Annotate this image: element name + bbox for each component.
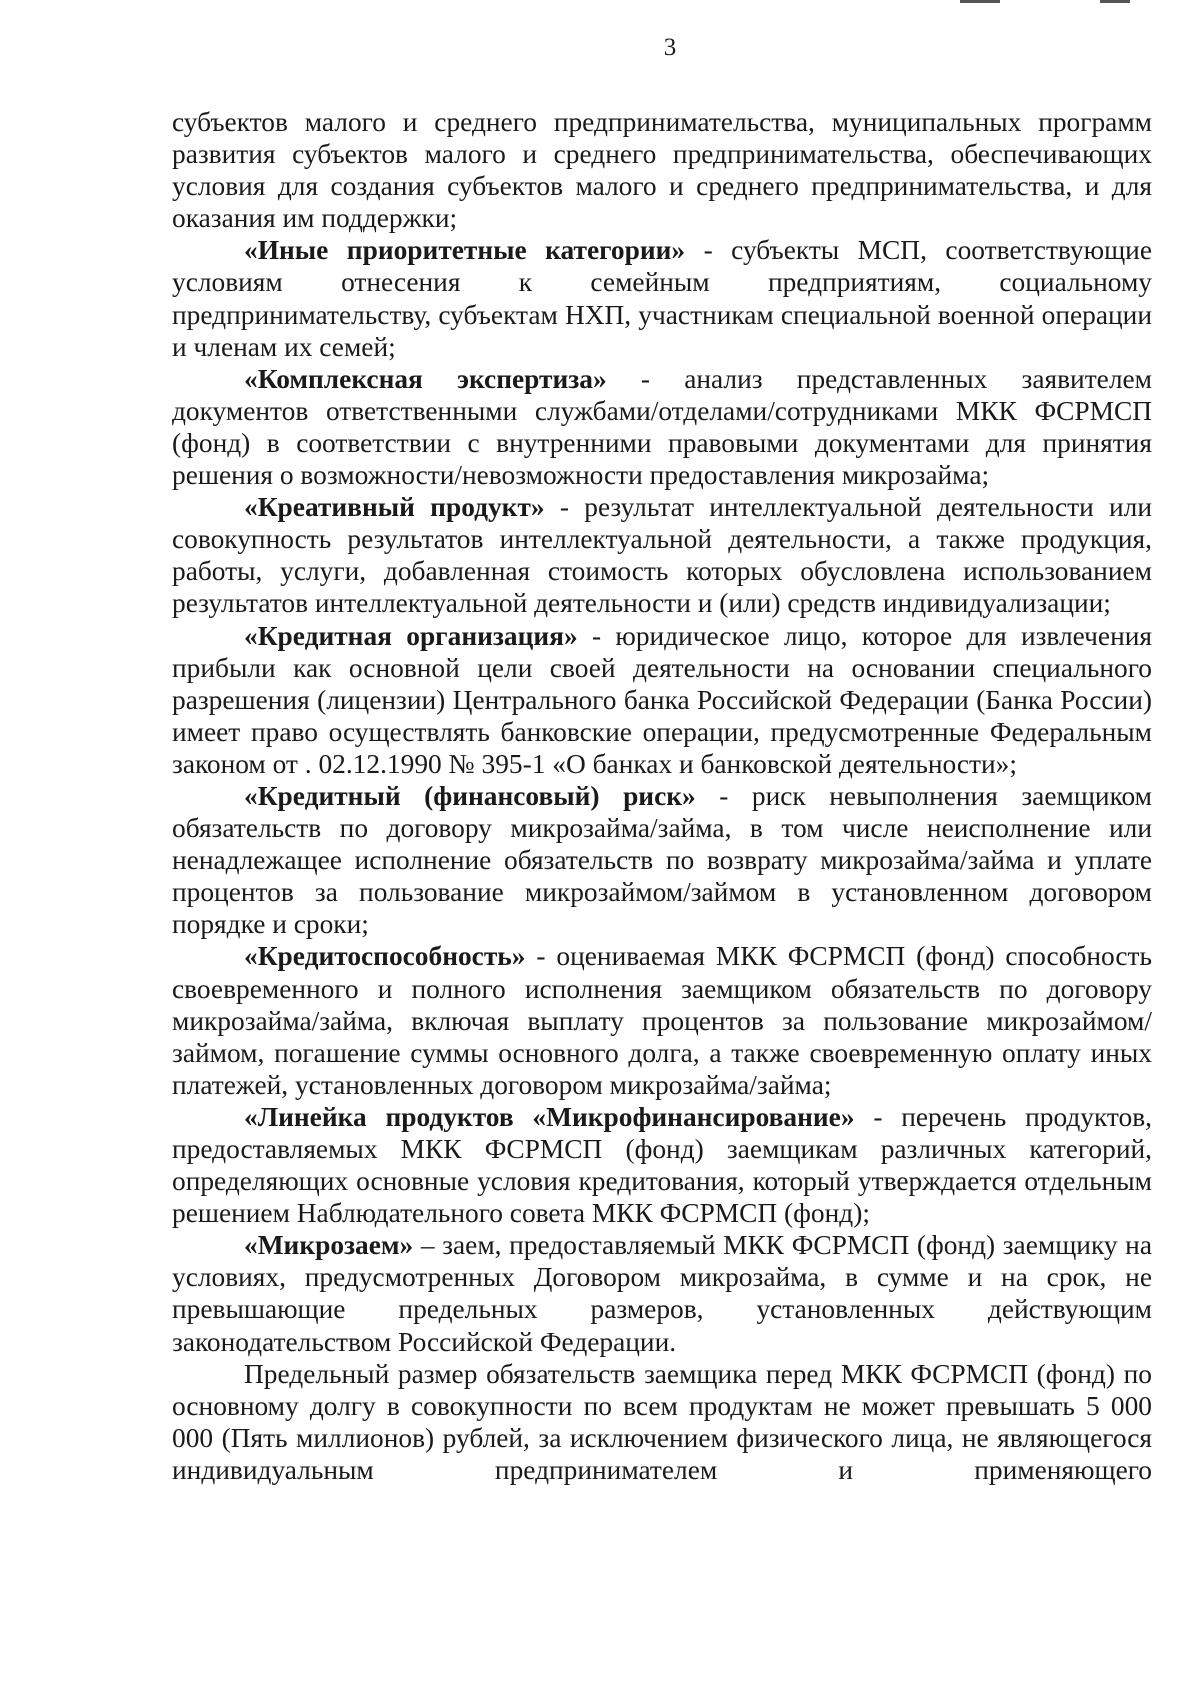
definition-paragraph: [172, 234, 1152, 362]
definition-term: «Кредитоспособность»: [244, 941, 526, 972]
document-body: [172, 106, 1152, 1486]
definition-text: - юридическое лицо, которое для извлечения прибыли как основной цели своей деятельности на основании специального разрешения (лицензии) Центрального банка Российской Федерации (Банка России) имеет право осуществлять банковские операции, предусмотренные Федеральным законом от . 02.12.1990 № 395-1 «О банках и банковской деятельности»;: [172, 620, 1152, 779]
definition-term: «Линейка продуктов «Микрофинансирование»: [244, 1101, 855, 1132]
definition-text: - анализ представленных заявителем документов ответственными службами/отделами/сотрудниками МКК ФСРМСП (фонд) в соответствии с внутренними правовыми документами для принятия решения о возможности/невозможности предоставления микрозайма;: [172, 363, 1152, 491]
definition-text: - результат интеллектуальной деятельности или совокупность результатов интеллектуальной деятельности, а также продукция, работы, услуги, добавленная стоимость которых обусловлена использованием результатов интеллектуальной деятельности и (или) средств индивидуализации;: [172, 492, 1152, 619]
definition-term: «Кредитная организация»: [244, 620, 578, 651]
definition-text: - риск невыполнения заемщиком обязательств по договору микрозайма/займа, в том числе неисполнение или ненадлежащее исполнение обязательств по возврату микрозайма/займа и уплате процентов за пользование микрозаймом/займом в установленном договором порядке и сроки;: [172, 780, 1152, 940]
definition-term: «Микрозаем»: [244, 1230, 414, 1261]
definition-paragraph: [172, 780, 1152, 940]
page-number: 3: [663, 34, 677, 61]
scan-mark-right: [1100, 0, 1130, 3]
definition-term: «Креативный продукт»: [244, 492, 545, 523]
definition-text: - перечень продуктов, предоставляемых МКК ФСРМСП (фонд) заемщикам различных категорий, определяющих основные условия кредитования, который утверждается отдельным решением Наблюдательного совета МКК ФСРМСП (фонд);: [172, 1101, 1153, 1229]
scan-mark-left: [960, 0, 1000, 3]
definition-paragraph: [172, 940, 1152, 1100]
definition-paragraph: [172, 1101, 1152, 1229]
definition-paragraph: [172, 1229, 1152, 1357]
closing-paragraph: Предельный размер обязательств заемщика перед МКК ФСРМСП (фонд) по основному долгу в совокупности по всем продуктам не может превышать 5 000 000 (Пять миллионов) рублей, за исключением физического лица, не являющегося индивидуальным предпринимателем и применяющего: [172, 1358, 1152, 1485]
definition-text: - субъекты МСП, соответствующие условиям отнесения к семейным предприятиям, социальному предпринимательству, субъектам НХП, участникам специальной военной операции и членам их семей;: [172, 235, 1152, 362]
definition-text: - оцениваемая МКК ФСРМСП (фонд) способность своевременного и полного исполнения заемщиком обязательств по договору микрозайма/займа, включая выплату процентов за пользование микрозаймом/займом, погашение суммы основного долга, а также своевременную оплату иных платежей, установленных договором микрозайма/займа;: [172, 941, 1152, 1100]
definition-term: «Комплексная экспертиза»: [244, 363, 607, 394]
definition-paragraph: [172, 491, 1152, 619]
definition-term: «Кредитный (финансовый) риск»: [244, 780, 696, 811]
definition-term: «Иные приоритетные категории»: [244, 235, 686, 266]
continuation-paragraph: субъектов малого и среднего предпринимательства, муниципальных программ развития субъектов малого и среднего предпринимательства, обеспечивающих условия для создания субъектов малого и среднего предпринимательства, и для оказания им поддержки;: [172, 107, 1152, 234]
definition-text: – заем, предоставляемый МКК ФСРМСП (фонд) заемщику на условиях, предусмотренных Договором микрозайма, в сумме и на срок, не превышающие предельных размеров, установленных действующим законодательством Российской Федерации.: [172, 1230, 1152, 1357]
definition-paragraph: [172, 620, 1152, 780]
definition-paragraph: [172, 363, 1152, 491]
